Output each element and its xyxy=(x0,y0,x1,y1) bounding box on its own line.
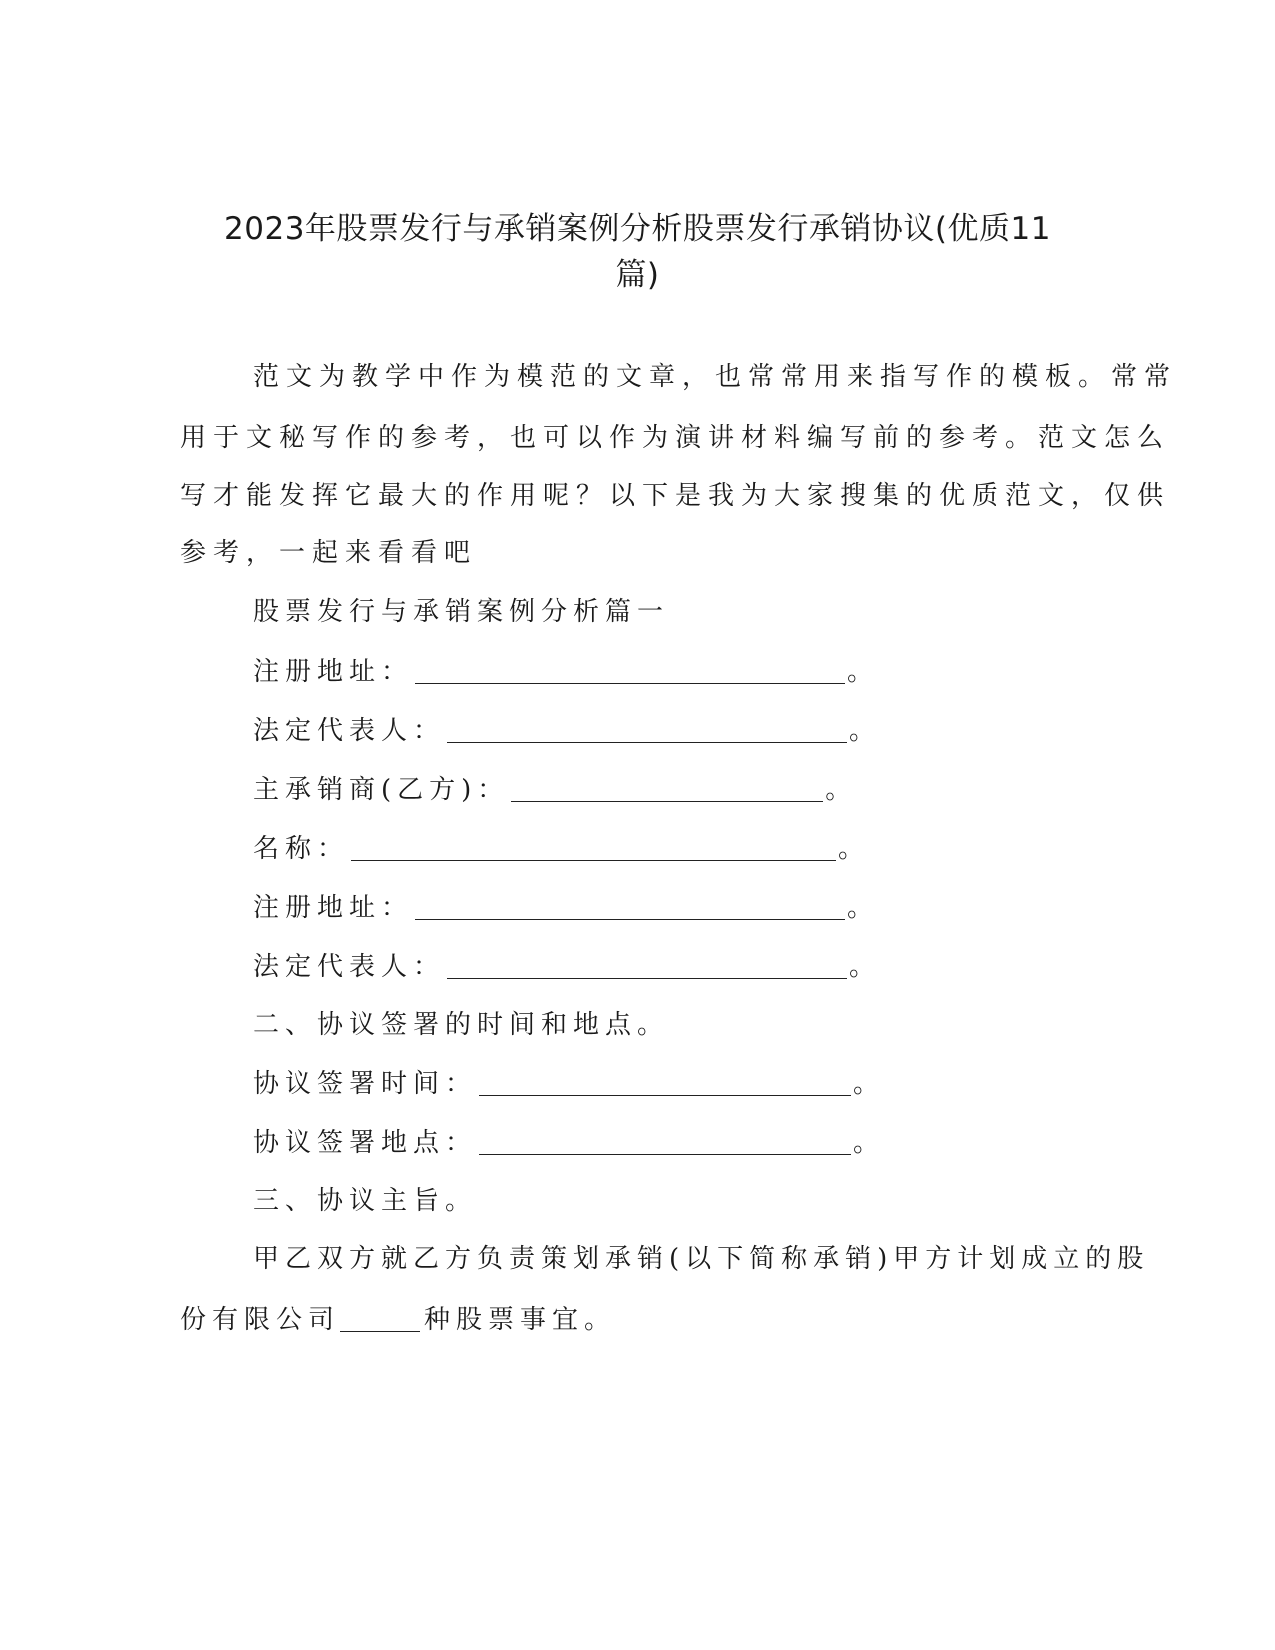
blank-line xyxy=(511,773,823,802)
section-heading-3: 三、协议主旨。 xyxy=(253,1186,478,1216)
document-title xyxy=(150,206,1125,298)
period: 。 xyxy=(849,716,876,746)
field-label: 协议签署时间： xyxy=(253,1069,478,1099)
blank-line xyxy=(479,1067,851,1096)
field-registered-address-2 xyxy=(253,888,873,928)
field-label: 注册地址： xyxy=(253,657,414,687)
period: 。 xyxy=(838,834,865,864)
field-signing-time xyxy=(253,1064,879,1104)
field-name xyxy=(253,829,864,869)
section-heading: 股票发行与承销案例分析篇一 xyxy=(253,597,670,627)
closing-text-a: 份有限公司 xyxy=(180,1305,341,1335)
field-label: 法定代表人： xyxy=(253,952,446,982)
field-label: 注册地址： xyxy=(253,893,414,923)
intro-line-4: 参考，一起来看看吧 xyxy=(180,538,478,568)
field-label: 协议签署地点： xyxy=(253,1128,478,1158)
intro-line-2: 用于文秘写作的参考，也可以作为演讲材料编写前的参考。范文怎么 xyxy=(180,423,1171,453)
field-registered-address-1 xyxy=(253,652,873,692)
intro-line-3: 写才能发挥它最大的作用呢？以下是我为大家搜集的优质范文，仅供 xyxy=(180,481,1171,511)
blank-line xyxy=(415,655,845,684)
section-heading-2: 二、协议签署的时间和地点。 xyxy=(253,1010,670,1040)
intro-line-1: 范文为教学中作为模范的文章，也常常用来指写作的模板。常常 xyxy=(253,362,1178,392)
title-line-1: 2023年股票发行与承销案例分析股票发行承销协议(优质11 xyxy=(224,211,1051,247)
title-line-2: 篇) xyxy=(615,257,660,293)
field-signing-place xyxy=(253,1123,879,1163)
period: 。 xyxy=(847,893,874,923)
blank-line xyxy=(479,1126,851,1155)
field-legal-representative-2 xyxy=(253,947,875,987)
blank-line xyxy=(351,832,836,861)
period: 。 xyxy=(825,775,852,805)
closing-line-2 xyxy=(180,1300,616,1340)
period: 。 xyxy=(847,657,874,687)
period: 。 xyxy=(849,952,876,982)
field-label: 名称： xyxy=(253,834,350,864)
field-lead-underwriter xyxy=(253,770,851,810)
blank-line xyxy=(415,891,845,920)
blank-line xyxy=(447,950,847,979)
field-legal-representative-1 xyxy=(253,711,875,751)
period: 。 xyxy=(853,1128,880,1158)
period: 。 xyxy=(853,1069,880,1099)
blank-line xyxy=(447,714,847,743)
closing-text-b: 种股票事宜。 xyxy=(424,1305,617,1335)
closing-line-1: 甲乙双方就乙方负责策划承销(以下简称承销)甲方计划成立的股 xyxy=(253,1244,1150,1274)
blank-line xyxy=(340,1303,420,1332)
field-label: 主承销商(乙方)： xyxy=(253,775,510,805)
field-label: 法定代表人： xyxy=(253,716,446,746)
